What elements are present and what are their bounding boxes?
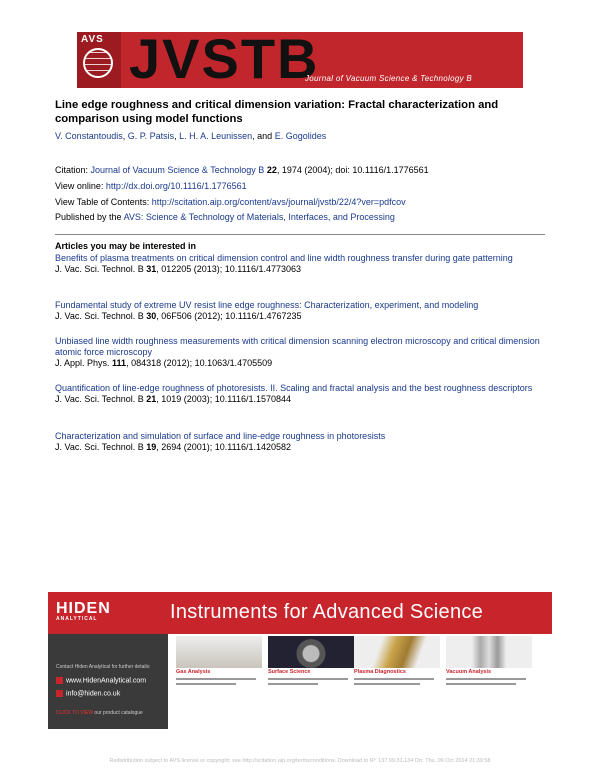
click-rest: our product catalogue (93, 710, 143, 716)
surface-science-image (268, 636, 354, 668)
related-journal: J. Vac. Sci. Technol. B (55, 311, 147, 321)
avs-logo (77, 32, 121, 88)
related-article-citation (55, 394, 545, 405)
web-contact[interactable] (56, 677, 146, 684)
journal-banner (77, 27, 523, 90)
toc-link[interactable]: http://scitation.aip.org/content/avs/journal/jvstb/22/4?ver=pdfcov (151, 197, 406, 207)
ad-intro: Contact Hiden Analytical for further details: (56, 664, 151, 670)
plasma-probe-image (354, 636, 440, 668)
email-contact[interactable] (56, 690, 120, 697)
view-online-label: View online: (55, 181, 106, 191)
publisher-link[interactable]: AVS: Science & Technology of Materials, Interfaces, and Processing (123, 212, 395, 222)
related-article-citation (55, 264, 545, 275)
related-volume: 30 (146, 311, 157, 321)
mail-icon (56, 690, 63, 697)
related-article-link[interactable]: Unbiased line width roughness measurements with critical dimension scanning electron microscopy and critical dimension atomic force microscopy (55, 336, 540, 357)
hiden-advertisement[interactable] (48, 592, 552, 729)
related-journal: J. Vac. Sci. Technol. B (55, 394, 147, 404)
related-details: , 2694 (2001); 10.1116/1.1420582 (156, 442, 292, 452)
journal-abbrev: JVSTB (129, 27, 320, 90)
author-separator: , (122, 131, 128, 141)
product-name: Surface Science (268, 669, 311, 675)
related-details: , 084318 (2012); 10.1063/1.4705509 (126, 358, 273, 368)
vacuum-analyser-image (446, 636, 532, 668)
related-article-link[interactable]: Characterization and simulation of surface and line-edge roughness in photoresists (55, 431, 386, 441)
citation-volume: 22 (266, 165, 277, 175)
product-text-line (176, 678, 256, 680)
product-name: Vacuum Analysis (446, 669, 492, 675)
author-link[interactable]: L. H. A. Leunissen (179, 131, 253, 141)
product-text-line (176, 683, 236, 685)
product-gas-analysis[interactable] (176, 636, 262, 688)
related-article-citation (55, 311, 545, 322)
globe-icon (56, 677, 63, 684)
journal-name: Journal of Vacuum Science & Technology B (305, 74, 473, 83)
citation-details: , 1974 (2004); doi: 10.1116/1.1776561 (276, 165, 429, 175)
product-name: Gas Analysis (176, 669, 211, 675)
product-text-line (268, 678, 348, 680)
view-online-line (55, 180, 247, 192)
hiden-logo (56, 600, 114, 626)
product-text-line (268, 683, 318, 685)
related-volume: 31 (146, 264, 157, 274)
product-vacuum-analysis[interactable] (446, 636, 532, 688)
citation-label: Citation: (55, 165, 91, 175)
author-link[interactable]: G. P. Patsis (127, 131, 175, 141)
redistribution-footer: Redistribution subject to AVS license or copyright; see http://scitation.aip.org/termsconditions. Download to IP: 137.99.31.134 On: Thu, 09 Oct 2014 21:39:58 (109, 758, 491, 764)
product-text-line (446, 678, 526, 680)
related-details: , 06F506 (2012); 10.1116/1.4767235 (156, 311, 302, 321)
product-plasma-diagnostics[interactable] (354, 636, 440, 688)
divider (55, 234, 545, 235)
hiden-brand: HIDEN (56, 600, 111, 617)
avs-label: AVS (81, 34, 104, 45)
product-text-line (354, 683, 420, 685)
ad-header (48, 592, 552, 634)
view-online-link[interactable]: http://dx.doi.org/10.1116/1.1776561 (105, 181, 247, 191)
published-label: Published by the (55, 212, 124, 222)
citation-line (55, 164, 429, 176)
product-name: Plasma Diagnostics (354, 669, 406, 675)
related-article (55, 300, 545, 322)
related-journal: J. Vac. Sci. Technol. B (55, 264, 147, 274)
related-article-link[interactable]: Quantification of line-edge roughness of photoresists. II. Scaling and fractal analysis and the best roughness descriptors (55, 383, 533, 393)
paper-title: Line edge roughness and critical dimension variation: Fractal characterization and comparison using model functions (55, 99, 499, 125)
related-article-link[interactable]: Fundamental study of extreme UV resist line edge roughness: Characterization, experiment, and modeling (55, 300, 479, 310)
author-link[interactable]: E. Gogolides (274, 131, 327, 141)
click-label: CLICK TO VIEW (56, 710, 94, 716)
ad-headline: Instruments for Advanced Science (170, 601, 484, 623)
gas-analyser-image (176, 636, 262, 668)
author-separator: , and (252, 131, 275, 141)
related-journal: J. Appl. Phys. (55, 358, 113, 368)
globe-icon (83, 48, 113, 78)
email-address: info@hiden.co.uk (66, 690, 121, 698)
related-article-citation (55, 442, 545, 453)
toc-line (55, 196, 406, 208)
related-volume: 21 (146, 394, 157, 404)
related-heading: Articles you may be interested in (55, 241, 197, 251)
related-details: , 1019 (2003); 10.1116/1.1570844 (156, 394, 292, 404)
catalogue-link[interactable] (56, 710, 143, 716)
product-text-line (354, 678, 434, 680)
toc-label: View Table of Contents: (55, 197, 152, 207)
related-article-citation (55, 358, 545, 369)
related-journal: J. Vac. Sci. Technol. B (55, 442, 147, 452)
ad-contact-panel (48, 634, 168, 729)
hiden-brand-sub: ANALYTICAL (56, 616, 98, 622)
related-details: , 012205 (2013); 10.1116/1.4773063 (156, 264, 302, 274)
related-article (55, 336, 545, 369)
related-article (55, 383, 545, 405)
related-volume: 19 (146, 442, 157, 452)
web-address: www.HidenAnalytical.com (66, 677, 147, 685)
product-text-line (446, 683, 516, 685)
citation-journal-link[interactable]: Journal of Vacuum Science & Technology B (90, 165, 265, 175)
author-list (55, 131, 326, 141)
author-link[interactable]: V. Constantoudis (55, 131, 123, 141)
related-article-link[interactable]: Benefits of plasma treatments on critical dimension control and line width roughness transfer during gate patterning (55, 253, 513, 263)
related-article (55, 431, 545, 453)
related-article (55, 253, 545, 275)
related-volume: 111 (112, 358, 127, 368)
publisher-line (55, 211, 395, 223)
product-surface-science[interactable] (268, 636, 354, 688)
author-separator: , (174, 131, 180, 141)
